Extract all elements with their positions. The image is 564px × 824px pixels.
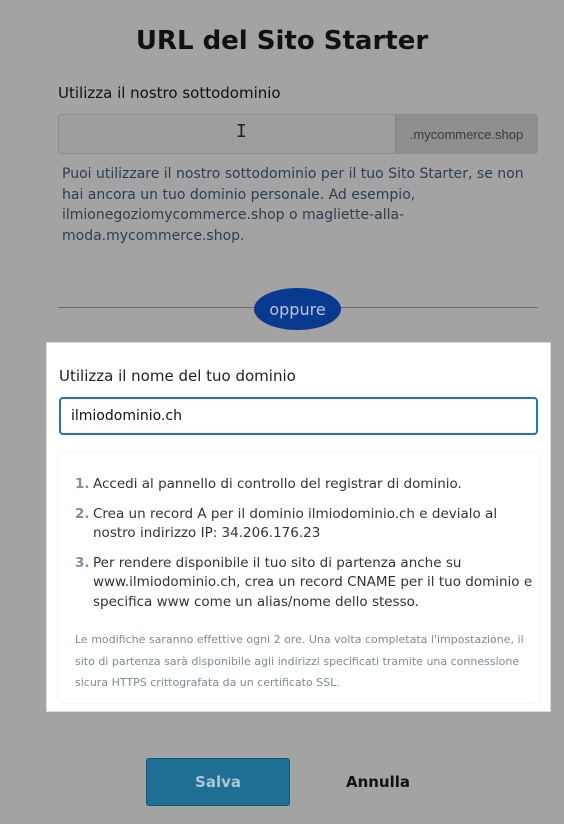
- instruction-step: [75, 475, 539, 495]
- step-text: Per rendere disponibile il tuo sito di partenza anche su www.ilmiodominio.ch, crea un record CNAME per il tuo dominio e specifica www come un alias/nome dello stesso.: [93, 554, 533, 610]
- cancel-button[interactable]: Annulla: [330, 758, 426, 806]
- step-text: Accedi al pannello di controllo del registrar di dominio.: [93, 476, 462, 492]
- subdomain-suffix: .mycommerce.shop: [395, 115, 537, 153]
- step-number: 2.: [75, 505, 90, 522]
- instruction-steps: [59, 453, 539, 612]
- subdomain-input[interactable]: [59, 115, 395, 153]
- custom-domain-input[interactable]: [59, 397, 538, 435]
- text-cursor-icon: I: [236, 121, 247, 142]
- custom-domain-label: Utilizza il nome del tuo dominio: [59, 367, 296, 385]
- subdomain-help-text: Puoi utilizzare il nostro sottodominio per il tuo Sito Starter, se non hai ancora un tuo dominio personale. Ad esempio, ilmionegoziomycommerce.shop o magliette-alla-moda.mycommerce.shop.: [62, 166, 524, 244]
- instructions-note: Le modifiche saranno effettive ogni 2 ore. Una volta completata l'impostazione, il sito di partenza sarà disponibile agli indirizzi specificati tramite una connessione sicura HTTPS crittografata da un certificato SSL.: [75, 633, 524, 689]
- instruction-step: [75, 505, 539, 544]
- page-title: URL del Sito Starter: [135, 26, 429, 56]
- instructions-box: [59, 453, 539, 703]
- subdomain-label: Utilizza il nostro sottodominio: [58, 84, 281, 102]
- step-text: Crea un record A per il dominio ilmiodominio.ch e devialo al nostro indirizzo IP: 34.206.176.23: [93, 505, 498, 541]
- step-number: 3.: [75, 554, 90, 571]
- or-badge: oppure: [254, 288, 341, 330]
- save-button[interactable]: Salva: [146, 758, 290, 806]
- custom-domain-panel: [46, 342, 551, 712]
- instruction-step: [75, 554, 539, 613]
- subdomain-input-group: [58, 114, 538, 154]
- step-number: 1.: [75, 476, 90, 492]
